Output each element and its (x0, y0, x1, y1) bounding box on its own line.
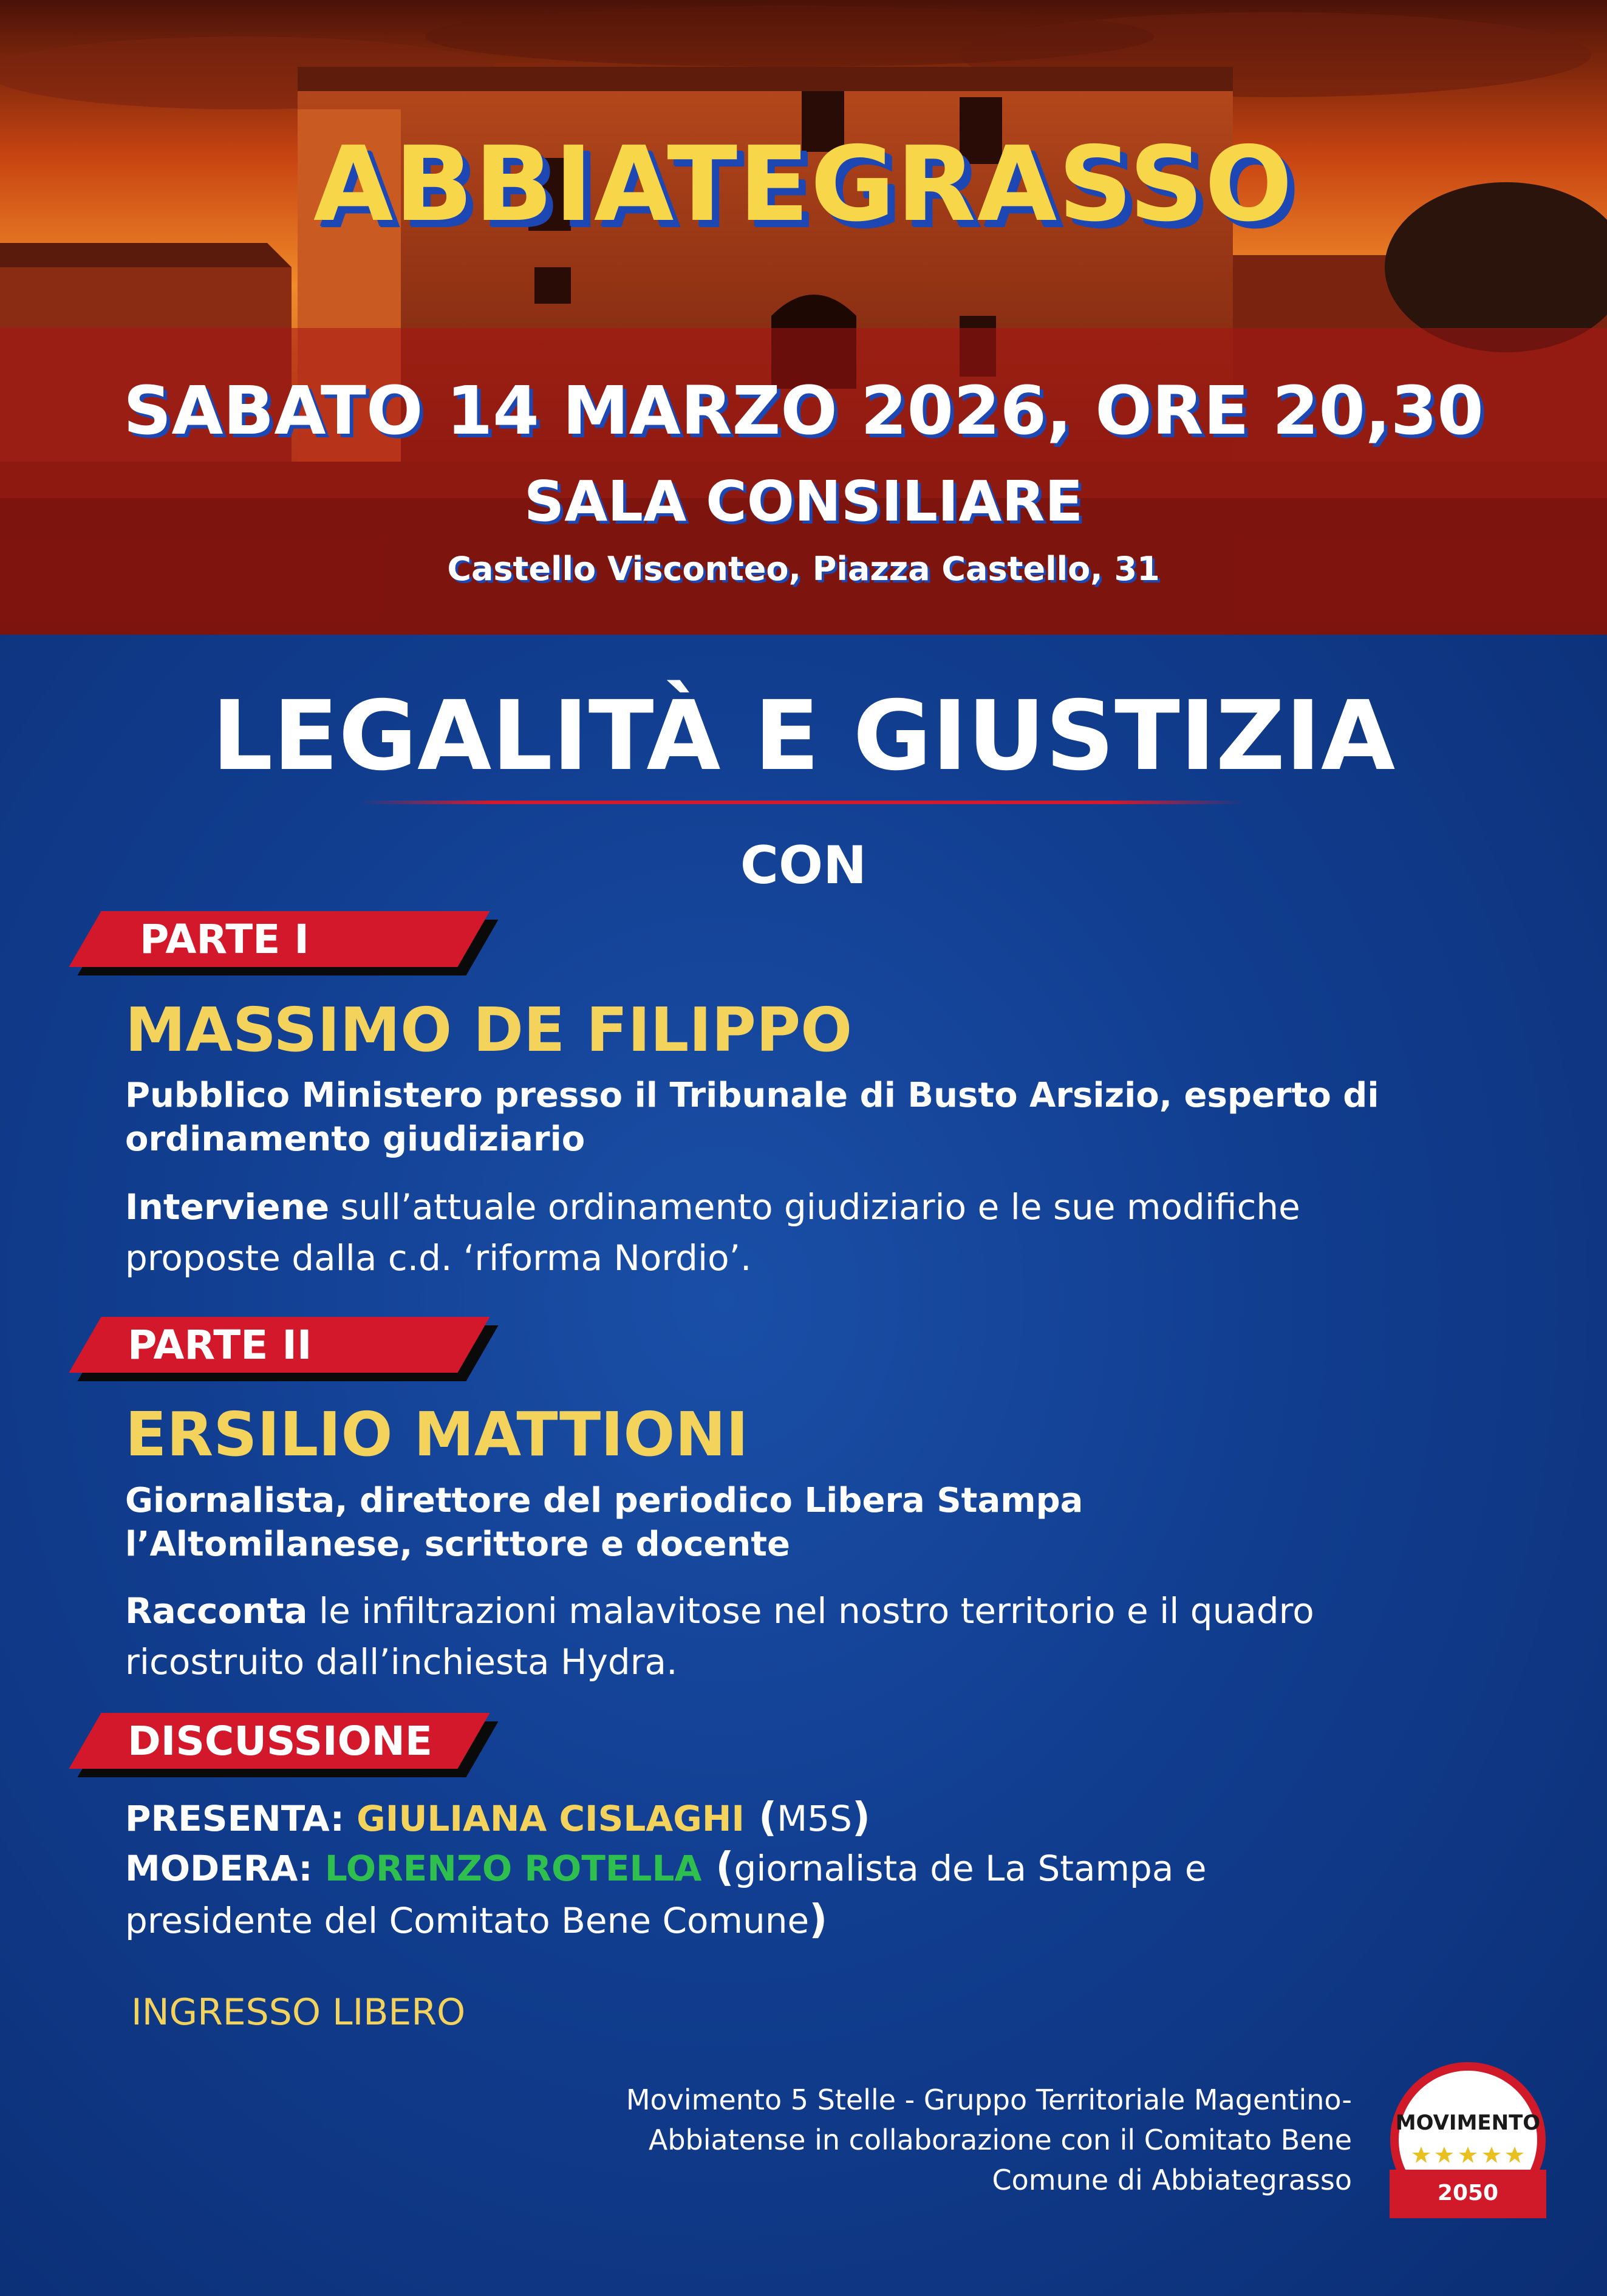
part2-description (125, 1585, 1449, 1687)
logo-text: MOVIMENTO (1395, 2111, 1541, 2135)
presenter-name: GIULIANA CISLAGHI (357, 1798, 745, 1839)
part2-tag-label: PARTE II (128, 1322, 312, 1368)
presenter-label: PRESENTA: (125, 1798, 357, 1839)
city-title: ABBIATEGRASSO (313, 125, 1294, 245)
title-divider (358, 801, 1245, 804)
part2-speaker-name: ERSILIO MATTIONI (125, 1399, 749, 1470)
part2-desc-lead: Racconta (125, 1590, 308, 1631)
part1-description (125, 1181, 1449, 1283)
moderator-line (125, 1842, 1218, 1946)
presenter-line (125, 1792, 1461, 1844)
presenter-org: M5S (777, 1798, 852, 1839)
presenter-close-paren: ) (851, 1794, 871, 1840)
main-title: LEGALITÀ E GIUSTIZIA (211, 680, 1396, 792)
part2-desc-rest: le infiltrazioni malavitose nel nostro territorio e il quadro ricostruito dall’inchiesta Hydra. (125, 1590, 1314, 1683)
movimento-logo (1390, 2062, 1546, 2218)
part1-speaker-name: MASSIMO DE FILIPPO (125, 994, 853, 1065)
part1-tag (85, 911, 486, 972)
event-date-time: SABATO 14 MARZO 2026, ORE 20,30 (123, 372, 1484, 449)
part2-tag (85, 1317, 486, 1378)
discussion-tag-label: DISCUSSIONE (128, 1718, 432, 1765)
moderator-name: LORENZO ROTELLA (324, 1848, 702, 1889)
logo-year: 2050 (1437, 2181, 1499, 2205)
organizer-credits: Movimento 5 Stelle - Gruppo Territoriale Magentino-Abbiatense in collaborazione con il Comitato Bene Comune di Abbiategrasso (626, 2083, 1352, 2196)
part2-speaker-role: Giornalista, direttore del periodico Libera Stampa l’Altomilanese, scrittore e docente (125, 1481, 1083, 1564)
event-venue: SALA CONSILIARE (524, 469, 1083, 534)
discussion-tag (85, 1713, 486, 1774)
part1-tag-label: PARTE I (140, 916, 309, 963)
with-label: CON (740, 835, 867, 896)
part1-desc-rest: sull’attuale ordinamento giudiziario e le sue modifiche proposte dalla c.d. ‘riforma Nordio’. (125, 1186, 1300, 1279)
hero-photo (0, 0, 1607, 635)
moderator-open-paren: ( (701, 1843, 734, 1890)
presenter-open-paren: ( (744, 1794, 777, 1840)
free-entry-note: INGRESSO LIBERO (131, 1991, 466, 2034)
part1-desc-lead: Interviene (125, 1186, 330, 1228)
event-address: Castello Visconteo, Piazza Castello, 31 (447, 550, 1160, 588)
part1-speaker-role: Pubblico Ministero presso il Tribunale di Busto Arsizio, esperto di ordinamento giudiziario (125, 1076, 1379, 1159)
moderator-label: MODERA: (125, 1848, 325, 1889)
moderator-info: giornalista de La Stampa e presidente del Comitato Bene Comune (125, 1848, 1207, 1941)
moderator-close-paren: ) (809, 1896, 828, 1942)
